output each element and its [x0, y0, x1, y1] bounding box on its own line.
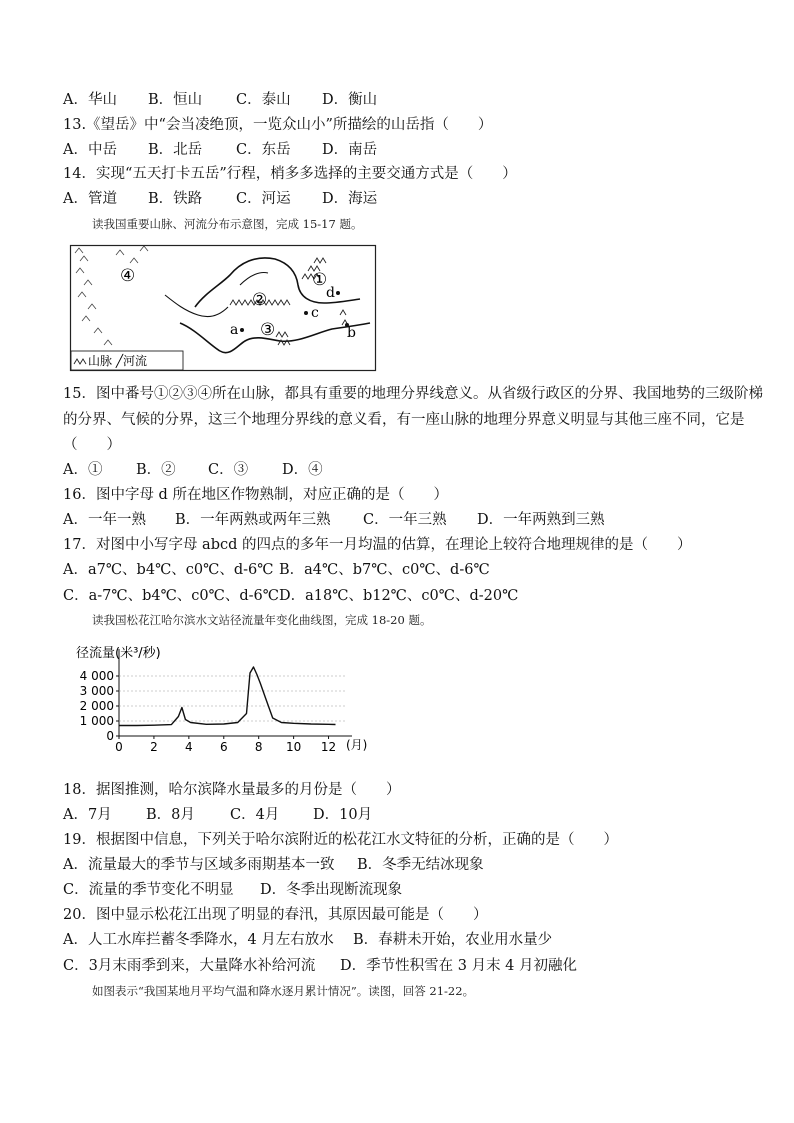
q13-stem: 13.《望岳》中“会当凌绝顶，一览众山小”所描绘的山岳指（ ） — [63, 117, 493, 133]
q18-option-d: D．10月 — [313, 807, 373, 823]
map-label-c: c — [311, 305, 319, 321]
q18-option-a: A．7月 — [63, 807, 112, 823]
q15-stem-line2: 的分界、气候的分界，这三个地理分界线的意义看，有一座山脉的地理分界意义明显与其他三座不同，它是 — [63, 412, 745, 428]
q19-option-c: C．流量的季节变化不明显 — [63, 882, 234, 898]
q12-option-d: D．衡山 — [322, 92, 378, 108]
q15-stem-line3: （ ） — [63, 437, 121, 453]
q17-option-c: C．a-7℃、b4℃、c0℃、d-6℃ — [63, 588, 280, 604]
q14-option-c: C．河运 — [236, 191, 291, 207]
map-label-a: a — [230, 322, 239, 338]
x-tick-label: 0 — [115, 740, 123, 754]
map-label-4: ④ — [120, 266, 136, 286]
x-tick-label: 10 — [285, 740, 302, 754]
q19-option-b: B．冬季无结冰现象 — [357, 857, 484, 873]
map-label-d: d — [326, 285, 335, 301]
q13-option-b: B．北岳 — [148, 142, 203, 158]
x-tick-label: 4 — [185, 740, 193, 754]
map-label-1: ① — [312, 270, 328, 290]
y-tick-label: 2 000 — [79, 699, 114, 713]
map-label-3: ③ — [260, 320, 276, 340]
q17-option-d: D．a18℃、b12℃、c0℃、d-20℃ — [279, 588, 519, 604]
chart-xlabel: (月) — [346, 738, 368, 752]
q14-option-a: A．管道 — [63, 191, 117, 207]
q14-stem: 14．实现“五天打卡五岳”行程，梢多多选择的主要交通方式是（ ） — [63, 166, 517, 182]
map-label-2: ② — [252, 290, 268, 310]
q16-option-c: C．一年三熟 — [363, 512, 447, 528]
q17-stem: 17．对图中小写字母 abcd 的四点的多年一月均温的估算，在理论上较符合地理规律的是（ ） — [63, 537, 692, 553]
q15-option-b: B．② — [136, 462, 176, 478]
chart-ylabel: 径流量(米³/秒) — [76, 646, 161, 661]
q20-stem: 20．图中显示松花江出现了明显的春汛，其原因最可能是（ ） — [63, 907, 488, 923]
q12-option-c: C．泰山 — [236, 92, 291, 108]
caption-21-22: 如图表示“我国某地月平均气温和降水逐月累计情况”。读图，回答 21-22。 — [92, 984, 475, 998]
caption-18-20: 读我国松花江哈尔滨水文站径流量年变化曲线图，完成 18-20 题。 — [92, 613, 432, 627]
q13-option-c: C．东岳 — [236, 142, 291, 158]
q17-option-a: A．a7℃、b4℃、c0℃、d-6℃ — [63, 562, 274, 578]
q14-option-d: D．海运 — [322, 191, 378, 207]
x-tick-label: 6 — [219, 740, 228, 754]
q12-option-a: A．华山 — [63, 92, 117, 108]
q20-option-b: B．春耕未开始，农业用水量少 — [353, 932, 553, 948]
q16-option-d: D．一年两熟到三熟 — [477, 512, 605, 528]
q16-option-b: B．一年两熟或两年三熟 — [175, 512, 331, 528]
map-label-b: b — [347, 325, 356, 341]
q16-stem: 16．图中字母 d 所在地区作物熟制，对应正确的是（ ） — [63, 487, 448, 503]
q18-option-b: B．8月 — [146, 807, 195, 823]
q19-stem: 19．根据图中信息，下列关于哈尔滨附近的松花江水文特征的分析，正确的是（ ） — [63, 832, 618, 848]
q12-option-b: B．恒山 — [148, 92, 203, 108]
y-tick-label: 3 000 — [79, 684, 114, 698]
x-tick-label: 8 — [254, 740, 263, 754]
q19-option-d: D．冬季出现断流现象 — [260, 882, 403, 898]
y-tick-label: 4 000 — [79, 669, 114, 683]
x-tick-label: 2 — [150, 740, 158, 754]
q19-option-a: A．流量最大的季节与区域多雨期基本一致 — [63, 857, 335, 873]
q15-option-c: C．③ — [208, 462, 249, 478]
y-tick-label: 0 — [106, 729, 114, 743]
q16-option-a: A．一年一熟 — [63, 512, 146, 528]
q20-option-a: A．人工水库拦蓄冬季降水，4 月左右放水 — [63, 932, 334, 948]
q14-option-b: B．铁路 — [148, 191, 203, 207]
q18-stem: 18．据图推测，哈尔滨降水量最多的月份是（ ） — [63, 782, 401, 798]
runoff-line-chart — [64, 643, 368, 765]
q18-option-c: C．4月 — [230, 807, 280, 823]
q13-option-d: D．南岳 — [322, 142, 378, 158]
x-tick-label: 12 — [320, 740, 337, 754]
q20-option-d: D．季节性积雪在 3 月末 4 月初融化 — [340, 958, 578, 974]
caption-15-17: 读我国重要山脉、河流分布示意图，完成 15-17 题。 — [92, 217, 363, 231]
q13-option-a: A．中岳 — [63, 142, 117, 158]
q20-option-c: C．3月末雨季到来，大量降水补给河流 — [63, 958, 316, 974]
q17-option-b: B．a4℃、b7℃、c0℃、d-6℃ — [279, 562, 490, 578]
q15-stem-line1: 15．图中番号①②③④所在山脉，都具有重要的地理分界线意义。从省级行政区的分界、我国地势的三级阶梯 — [63, 386, 763, 402]
mountains-rivers-map — [70, 245, 376, 371]
map-legend: 山脉 ╱河流 — [88, 354, 148, 368]
q15-option-a: A．① — [63, 462, 103, 478]
y-tick-label: 1 000 — [79, 714, 114, 728]
q15-option-d: D．④ — [282, 462, 323, 478]
